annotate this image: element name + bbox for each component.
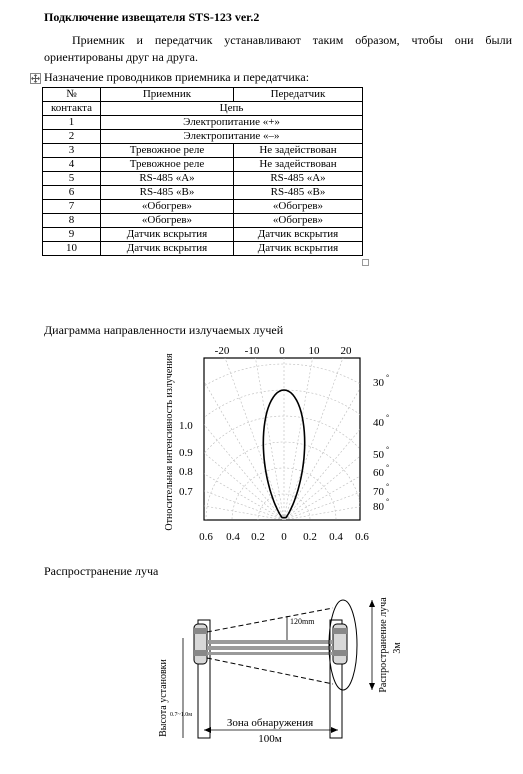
cell-receiver: Датчик вскрытия [101,242,234,256]
angle-label: 20 [340,345,352,357]
header-circuit: Цепь [101,102,363,116]
angle-label: 40 [373,417,384,429]
scale-label: 0.4 [226,531,240,543]
cell-transmitter: Датчик вскрытия [234,228,363,242]
grid-ray [239,340,284,520]
pin-assignment-table [42,87,363,256]
table-row [43,144,363,158]
cell-merged: Электропитание «+» [101,116,363,130]
table-caption: Назначение проводников приемника и передатчика: [44,70,310,84]
cell-num: 5 [43,172,101,186]
angle-label: -20 [214,345,230,357]
degree-sign: ° [386,413,390,422]
degree-marks [386,373,389,506]
diagram-caption: Диаграмма направленности излучаемых лучей [44,323,284,337]
cell-transmitter: «Обогрев» [234,214,363,228]
table-row [43,228,363,242]
degree-sign: ° [386,497,390,506]
cell-transmitter: RS-485 «A» [234,172,363,186]
cell-num: 2 [43,130,101,144]
scale-label: 0.6 [199,531,213,543]
cell-transmitter: Не задействован [234,158,363,172]
table-resize-handle-icon[interactable] [362,259,369,266]
radiation-pattern-diagram [160,340,400,550]
angle-label: 30 [373,377,384,389]
cell-num: 3 [43,144,101,158]
table-row [43,242,363,256]
table-edge-marker [362,232,363,244]
beam-spread-value: 3м [392,642,403,654]
top-angle-labels [215,345,352,357]
right-angle-labels [373,377,385,513]
detection-zone-label: Зона обнаружения [226,717,314,729]
angle-label: 80 [373,501,384,513]
scale-label: 0.4 [329,531,343,543]
installation-height-label: Высота установки [158,659,169,737]
intro-line-2: ориентированы друг на друга. [44,50,198,64]
cell-receiver: Тревожное реле [101,158,234,172]
beam-spread-label: Распространение луча [378,597,389,693]
header-num: № [43,88,101,102]
grid-circle [160,364,400,550]
y-axis-label: Относительная интенсивность излучения [164,353,175,531]
header-contact: контакта [43,102,101,116]
intro-paragraph [44,32,512,66]
cell-merged: Электропитание «–» [101,130,363,144]
cell-num: 9 [43,228,101,242]
angle-label: -10 [244,345,260,357]
cell-transmitter: Не задействован [234,144,363,158]
table-row [43,116,363,130]
grid-ray [284,340,329,520]
radial-label: 0.9 [179,447,193,459]
cell-receiver: RS-485 «B» [101,186,234,200]
cell-receiver: «Обогрев» [101,200,234,214]
scale-label: 0 [281,531,287,543]
angle-label: 60 [373,467,384,479]
header-transmitter: Передатчик [234,88,363,102]
radial-label: 1.0 [179,420,193,432]
radial-labels [179,420,193,498]
bottom-scale-labels [199,531,369,543]
degree-sign: ° [386,373,390,382]
receiver-post [330,620,347,738]
beam-propagation-diagram [150,588,410,768]
cell-receiver: Тревожное реле [101,144,234,158]
beam-size-label: 120mm [290,617,315,626]
cell-num: 8 [43,214,101,228]
table-row [43,200,363,214]
cell-transmitter: Датчик вскрытия [234,242,363,256]
cell-num: 6 [43,186,101,200]
angle-label: 10 [308,345,320,357]
table-row [43,172,363,186]
table-row [43,214,363,228]
degree-sign: ° [386,445,390,454]
radial-label: 0.7 [179,486,193,498]
radial-label: 0.8 [179,466,193,478]
diagram-frame [204,358,360,520]
cell-num: 1 [43,116,101,130]
table-row [43,158,363,172]
cell-num: 7 [43,200,101,214]
page-title: Подключение извещателя STS-123 ver.2 [44,10,260,24]
scale-label: 0.6 [355,531,369,543]
intro-line-1: Приемник и передатчик устанавливают таким образом, чтобы они были [72,33,512,47]
cell-num: 4 [43,158,101,172]
polar-grid [160,340,400,550]
degree-sign: ° [386,463,390,472]
degree-sign: ° [386,482,390,491]
cell-transmitter: «Обогрев» [234,200,363,214]
distance-label: 100м [258,733,282,745]
height-range-label: 0.7~1.0м [170,712,193,718]
angle-label: 0 [279,345,285,357]
table-row [43,130,363,144]
table-move-handle-icon[interactable] [30,73,41,84]
scale-label: 0.2 [303,531,317,543]
cell-num: 10 [43,242,101,256]
table-row [43,186,363,200]
cell-receiver: «Обогрев» [101,214,234,228]
scale-label: 0.2 [251,531,265,543]
grid-circle [160,390,400,550]
cell-receiver: Датчик вскрытия [101,228,234,242]
beam-caption: Распространение луча [44,564,159,578]
header-receiver: Приемник [101,88,234,102]
angle-label: 70 [373,486,384,498]
cell-receiver: RS-485 «A» [101,172,234,186]
transmitter-post [194,620,210,738]
cell-transmitter: RS-485 «B» [234,186,363,200]
angle-label: 50 [373,449,384,461]
